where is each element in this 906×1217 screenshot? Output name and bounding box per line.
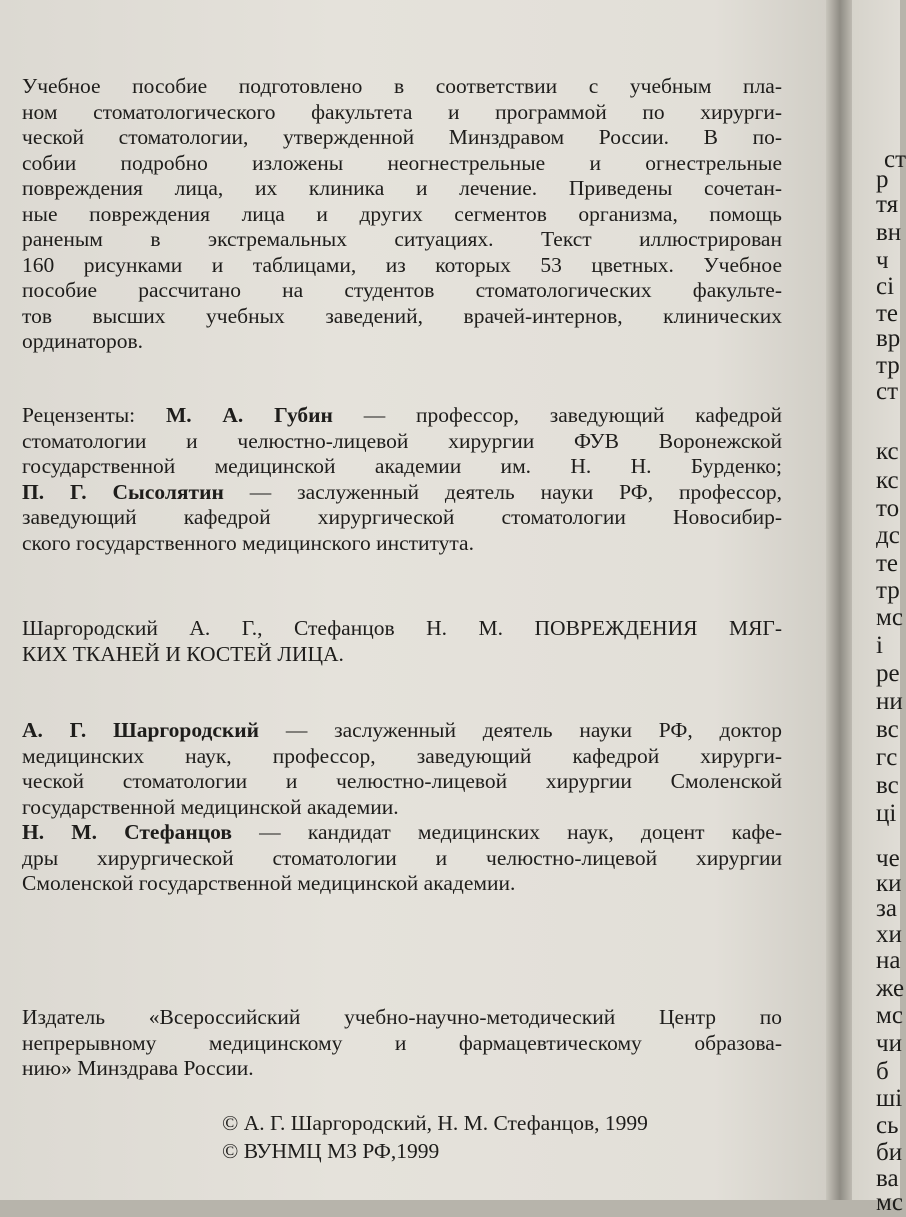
next-page-fragment: то — [876, 495, 900, 522]
next-page-fragment: мс — [876, 1002, 903, 1029]
next-page-fragment: дс — [876, 522, 900, 549]
publisher-line: нию» Минздрава России. — [22, 1056, 254, 1080]
next-page-edge — [852, 0, 906, 1216]
reviewers-label: Рецензенты: — [22, 403, 136, 427]
next-page-fragment: р — [876, 166, 889, 193]
author2-line: Смоленской государственной медицинской академии. — [22, 871, 516, 895]
next-page-fragment: гс — [876, 744, 898, 771]
annotation-paragraph — [22, 74, 782, 355]
citation-block — [22, 616, 782, 667]
next-page-fragment: за — [876, 895, 897, 922]
next-page-fragment: і — [876, 632, 883, 659]
author1-text: — заслуженный деятель науки РФ, доктор — [259, 718, 782, 742]
next-page-fragment: мс — [876, 1189, 903, 1216]
next-page-fragment: мс — [876, 604, 903, 631]
next-page-fragment: вс — [876, 772, 899, 799]
annotation-line: повреждения лица, их клиника и лечение. Приведены сочетан- — [22, 176, 782, 200]
next-page-fragment: кс — [876, 467, 899, 494]
publisher-line: Издатель «Всероссийский учебно-научно-методический Центр по — [22, 1005, 782, 1029]
next-page-fragment: вр — [876, 325, 901, 352]
next-page-fragment: вн — [876, 219, 902, 246]
next-page-fragment: чи — [876, 1030, 902, 1057]
author2-line: дры хирургической стоматологии и челюстно-лицевой хирургии — [22, 845, 782, 870]
reviewer2-name: П. Г. Сысолятин — [22, 479, 224, 504]
next-page-fragment: че — [876, 845, 900, 872]
annotation-line: пособие рассчитано на студентов стоматологических факульте- — [22, 278, 782, 302]
next-page-fragment: б — [876, 1058, 889, 1085]
reviewer1-name: М. А. Губин — [165, 403, 333, 427]
author1-name: А. Г. Шаргородский — [22, 718, 260, 742]
next-page-fragment: ч — [876, 247, 889, 274]
annotation-line: 160 рисунками и таблицами, из которых 53 цветных. Учебное — [22, 252, 782, 277]
reviewer1-line: стоматологии и челюстно-лицевой хирургии ФУВ Воронежской — [22, 428, 782, 453]
next-page-fragment: на — [876, 947, 901, 974]
next-page-fragment: те — [876, 300, 899, 327]
next-page-fragment: ст — [876, 378, 899, 405]
reviewer2-first-line — [22, 480, 782, 506]
annotation-line: ческой стоматологии, утвержденной Минздравом России. В по- — [22, 125, 782, 149]
next-page-fragment: ст — [884, 146, 906, 173]
reviewers-block — [22, 403, 782, 556]
reviewer2-line: заведующий кафедрой хирургической стоматологии Новосибир- — [22, 505, 782, 529]
next-page-fragment: же — [876, 975, 905, 1002]
author1-first-line — [22, 718, 782, 744]
author1-line: ческой стоматологии и челюстно-лицевой хирургии Смоленской — [22, 769, 782, 793]
reviewer2-text: — заслуженный деятель науки РФ, профессор, — [223, 479, 782, 504]
annotation-line: раненым в экстремальных ситуациях. Текст иллюстрирован — [22, 227, 782, 251]
next-page-fragment: тр — [876, 352, 900, 379]
annotation-line: Учебное пособие подготовлено в соответствии с учебным пла- — [22, 74, 782, 98]
next-page-fragment: сі — [876, 273, 895, 300]
annotation-line: тов высших учебных заведений, врачей-интернов, клинических — [22, 303, 782, 328]
next-page-fragment: ни — [876, 688, 903, 715]
author2-text: — кандидат медицинских наук, доцент кафе- — [231, 820, 783, 844]
next-page-fragment: ці — [876, 800, 897, 827]
next-page-fragment: ші — [876, 1085, 903, 1112]
reviewer1-text: — профессор, заведующий кафедрой — [332, 403, 783, 427]
next-page-fragment: ки — [876, 870, 902, 897]
reviewer1-first-line — [22, 403, 782, 429]
author2-first-line — [22, 820, 782, 846]
copyright-publisher: © ВУНМЦ МЗ РФ,1999 — [222, 1139, 440, 1163]
copyright-authors: © А. Г. Шаргородский, Н. М. Стефанцов, 1999 — [222, 1111, 648, 1135]
citation-line: КИХ ТКАНЕЙ И КОСТЕЙ ЛИЦА. — [22, 641, 344, 666]
reviewer1-line: государственной медицинской академии им. Н. Н. Бурденко; — [22, 454, 782, 478]
book-gutter — [826, 0, 854, 1200]
next-page-fragment: сь — [876, 1112, 899, 1139]
next-page-fragment: кс — [876, 438, 899, 465]
author1-line: медицинских наук, профессор, заведующий кафедрой хирурги- — [22, 743, 782, 768]
annotation-line: ные повреждения лица и других сегментов организма, помощь — [22, 201, 782, 226]
authors-block — [22, 718, 782, 897]
publisher-block — [22, 1005, 782, 1082]
next-page-fragment: вс — [876, 716, 899, 743]
next-page-fragment: те — [876, 550, 899, 577]
publisher-line: непрерывному медицинскому и фармацевтическому образова- — [22, 1030, 782, 1055]
annotation-line: собии подробно изложены неогнестрельные и огнестрельные — [22, 150, 782, 175]
annotation-line: ном стоматологического факультета и программой по хирурги- — [22, 99, 782, 124]
reviewer2-line: ского государственного медицинского института. — [22, 530, 474, 555]
author1-line: государственной медицинской академии. — [22, 794, 399, 819]
next-page-fragment: ва — [876, 1165, 899, 1192]
next-page-fragment: би — [876, 1139, 903, 1166]
author2-name: Н. М. Стефанцов — [22, 820, 232, 844]
annotation-line: ординаторов. — [22, 329, 144, 353]
next-page-fragment: тя — [876, 191, 899, 218]
next-page-fragment: тр — [876, 577, 900, 604]
next-page-fragment: ре — [876, 660, 900, 687]
citation-line: Шаргородский А. Г., Стефанцов Н. М. ПОВРЕЖДЕНИЯ МЯГ- — [22, 616, 782, 640]
next-page-fragment: хи — [876, 921, 902, 948]
